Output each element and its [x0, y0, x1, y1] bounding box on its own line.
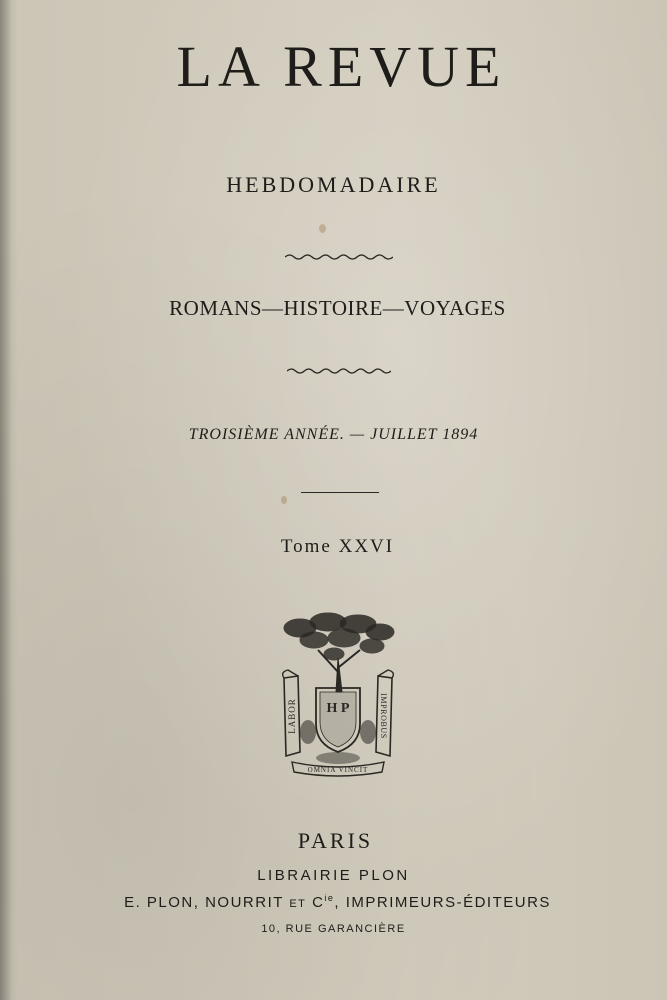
wavy-rule-ornament	[287, 367, 391, 375]
motto-right: IMPROBUS	[379, 693, 388, 739]
imprint-city: PARIS	[297, 828, 374, 853]
publisher-emblem-icon	[278, 612, 398, 782]
volume-number: Tome XXVI	[280, 536, 395, 557]
journal-title: LA REVUE	[176, 34, 507, 99]
short-rule	[301, 492, 379, 493]
journal-subtitle: HEBDOMADAIRE	[226, 172, 441, 197]
imprint-printers	[4, 894, 667, 910]
motto-left: LABOR	[287, 698, 297, 734]
imprint-publisher: LIBRAIRIE PLON	[257, 867, 410, 884]
emblem-monogram: H P	[326, 701, 350, 716]
printers-et: ET	[289, 898, 307, 910]
genres-line: ROMANS—HISTOIRE—VOYAGES	[169, 296, 506, 320]
year-date-line: TROISIÈME ANNÉE. — JUILLET 1894	[188, 426, 479, 443]
printers-name: E. PLON, NOURRIT	[124, 894, 284, 911]
foxing-spot	[319, 224, 326, 233]
foxing-spot	[281, 496, 287, 504]
motto-bottom: OMNIA VINCIT	[307, 766, 369, 774]
printers-co: C	[312, 894, 325, 911]
imprint-address: 10, RUE GARANCIÈRE	[261, 923, 406, 935]
printers-role: , IMPRIMEURS-ÉDITEURS	[334, 894, 551, 911]
printers-co-sup: ie	[324, 893, 335, 903]
wavy-rule-ornament	[285, 253, 393, 261]
